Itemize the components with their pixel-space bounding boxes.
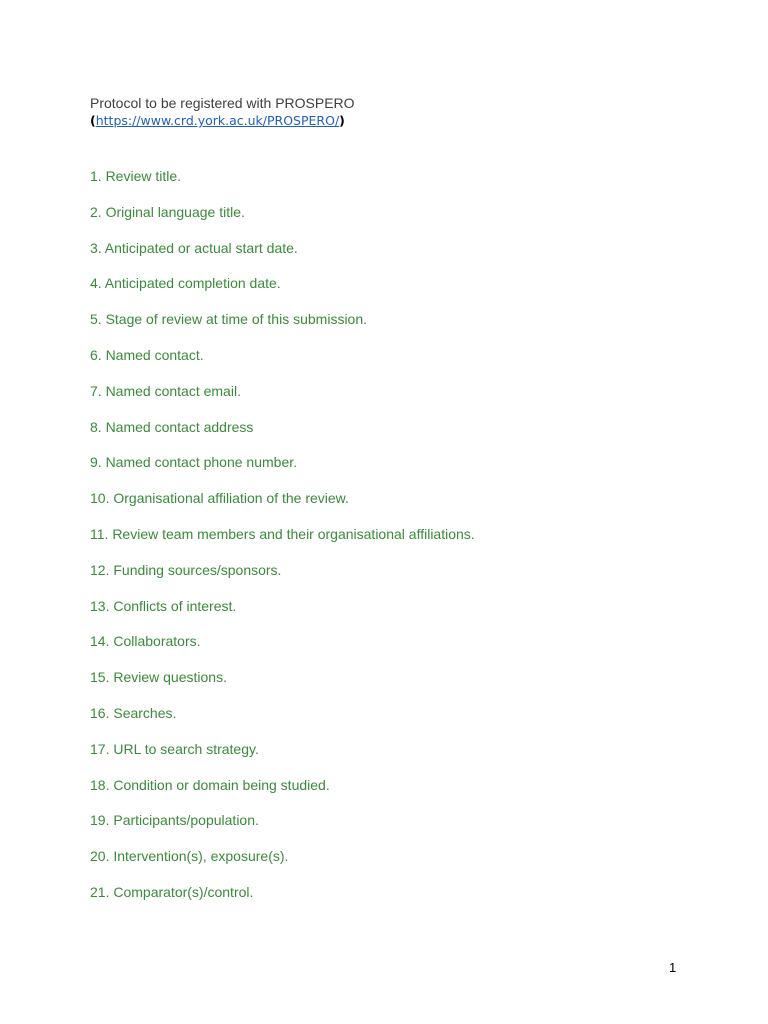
protocol-items-list [90,166,475,918]
url-open-paren: ( [90,113,96,128]
protocol-item: 10. Organisational affiliation of the review. [90,490,349,507]
protocol-item: 17. URL to search strategy. [90,740,259,757]
protocol-item: 15. Review questions. [90,669,227,686]
protocol-item: 18. Condition or domain being studied. [90,776,330,793]
protocol-item: 5. Stage of review at time of this submission. [90,311,368,328]
protocol-item: 8. Named contact address [90,418,254,435]
protocol-item: 9. Named contact phone number. [90,454,298,471]
protocol-item: 16. Searches. [90,704,177,721]
protocol-item: 4. Anticipated completion date. [90,275,281,292]
protocol-item: 19. Participants/population. [90,812,259,829]
protocol-item: 2. Original language title. [90,203,245,220]
document-heading: Protocol to be registered with PROSPERO [90,95,355,111]
url-close-paren: ) [339,113,345,128]
protocol-item: 1. Review title. [90,168,182,184]
prospero-url-link[interactable]: https://www.crd.york.ac.uk/PROSPERO/ [95,113,340,128]
protocol-item: 14. Collaborators. [90,633,201,650]
protocol-item: 13. Conflicts of interest. [90,597,237,614]
prospero-url-line [90,112,345,130]
protocol-item: 20. Intervention(s), exposure(s). [90,848,289,865]
protocol-item: 7. Named contact email. [90,382,241,399]
protocol-item: 11. Review team members and their organisational affiliations. [90,525,475,542]
protocol-item: 21. Comparator(s)/control. [90,883,254,900]
page-number: 1 [669,960,677,975]
protocol-item: 6. Named contact. [90,346,204,363]
protocol-item: 3. Anticipated or actual start date. [90,239,298,256]
protocol-item: 12. Funding sources/sponsors. [90,561,282,578]
